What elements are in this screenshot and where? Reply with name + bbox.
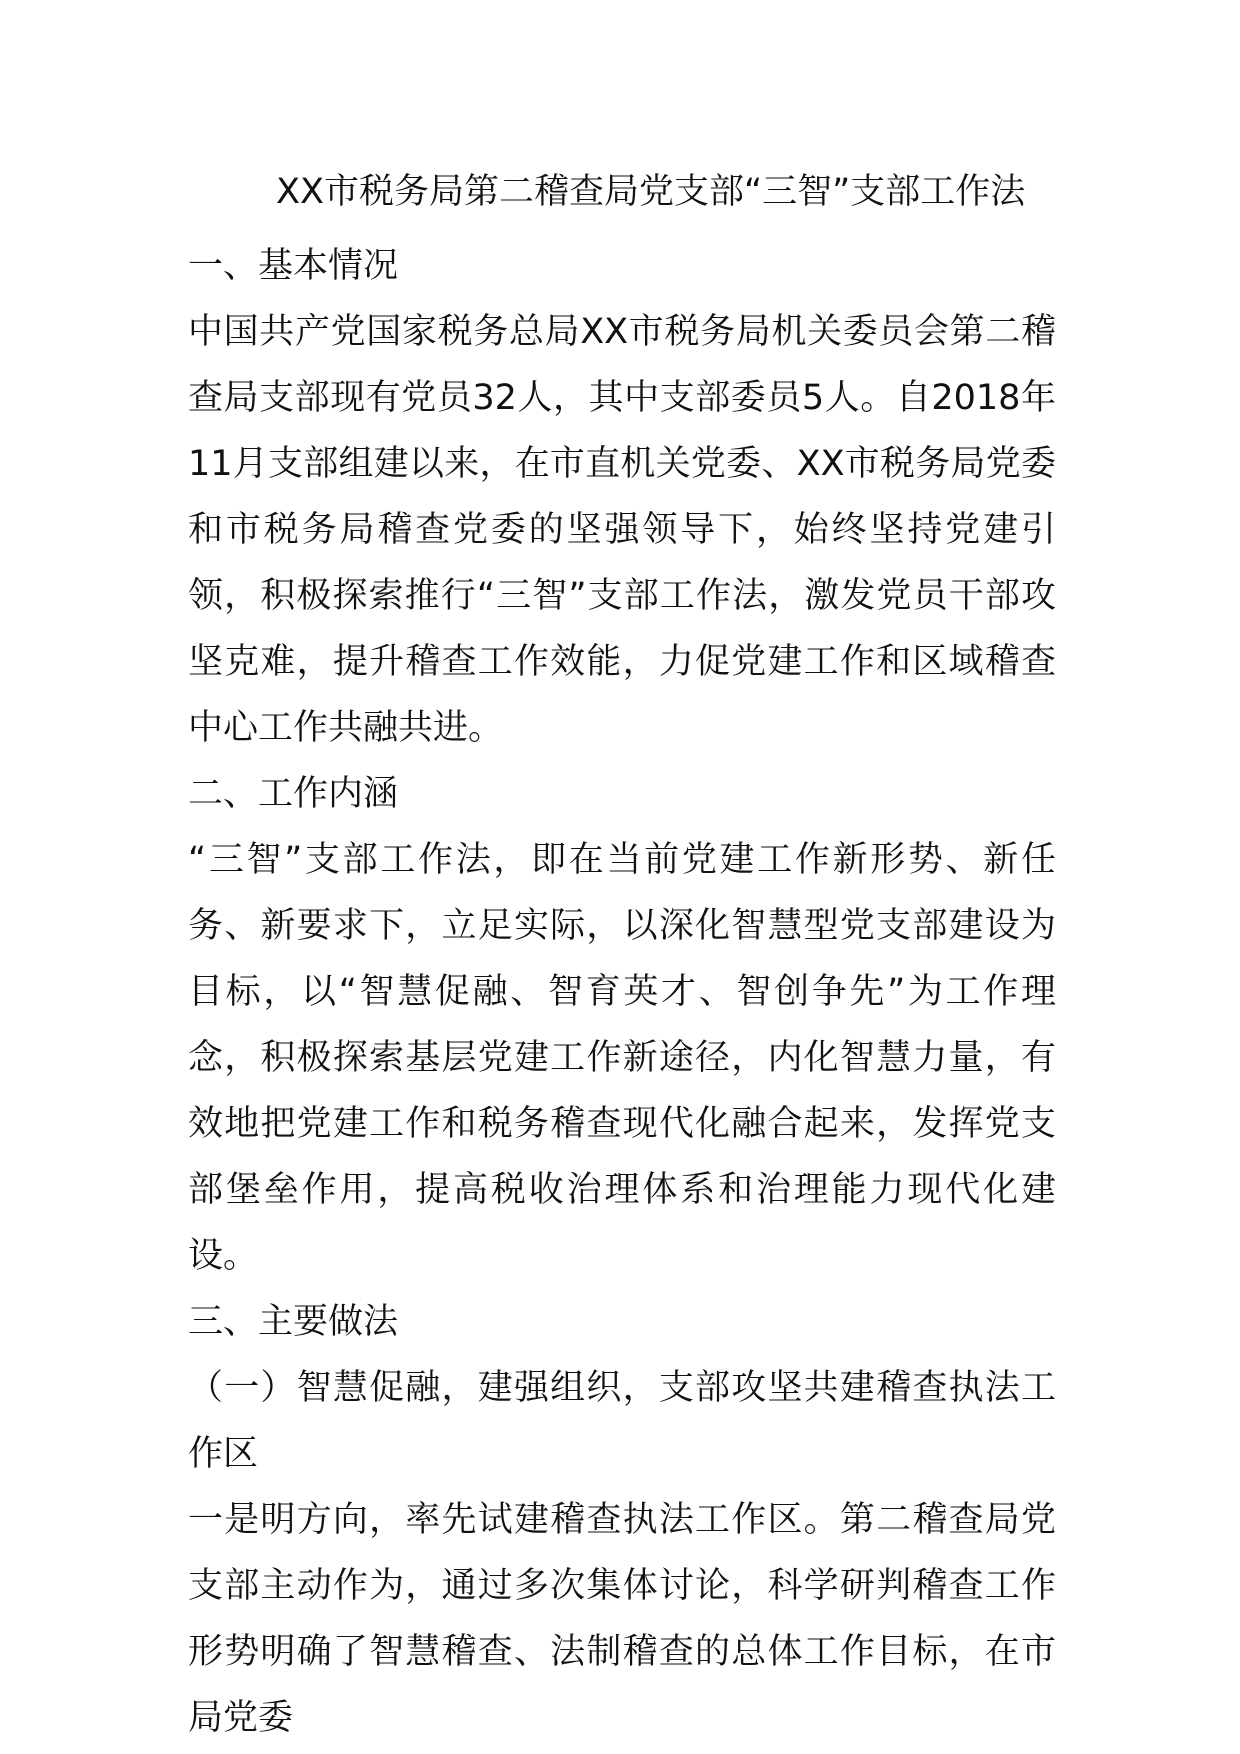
paragraph-work-connotation: “三智”支部工作法，即在当前党建工作新形势、新任务、新要求下，立足实际，以深化智慧型党支部建设为目标，以“智慧促融、智育英才、智创争先”为工作理念，积极探索基层党建工作新途径，内化智慧力量，有效地把党建工作和税务稽查现代化融合起来，发挥党支部堡垒作用，提高税收治理体系和治理能力现代化建设。 xyxy=(188,840,1056,1276)
document-title: XX市税务局第二稽查局党支部“三智”支部工作法 xyxy=(276,172,1026,212)
section-heading-main-practices: 三、主要做法 xyxy=(188,1302,399,1342)
section-heading-basic-situation: 一、基本情况 xyxy=(188,246,399,286)
paragraph-basic-situation: 中国共产党国家税务总局XX市税务局机关委员会第二稽查局支部现有党员32人，其中支部委员5人。自2018年11月支部组建以来，在市直机关党委、XX市税务局党委和市税务局稽查党委的坚强领导下，始终坚持党建引领，积极探索推行“三智”支部工作法，激发党员干部攻坚克难，提升稽查工作效能，力促党建工作和区域稽查中心工作共融共进。 xyxy=(188,312,1056,748)
document-body xyxy=(188,233,1056,1751)
paragraph-clear-direction: 一是明方向，率先试建稽查执法工作区。第二稽查局党支部主动作为，通过多次集体讨论，科学研判稽查工作形势明确了智慧稽查、法制稽查的总体工作目标，在市局党委 xyxy=(188,1500,1056,1738)
section-heading-work-connotation: 二、工作内涵 xyxy=(188,774,399,814)
subsection-heading-wisdom-integration: （一）智慧促融，建强组织，支部攻坚共建稽查执法工作区 xyxy=(188,1368,1056,1474)
